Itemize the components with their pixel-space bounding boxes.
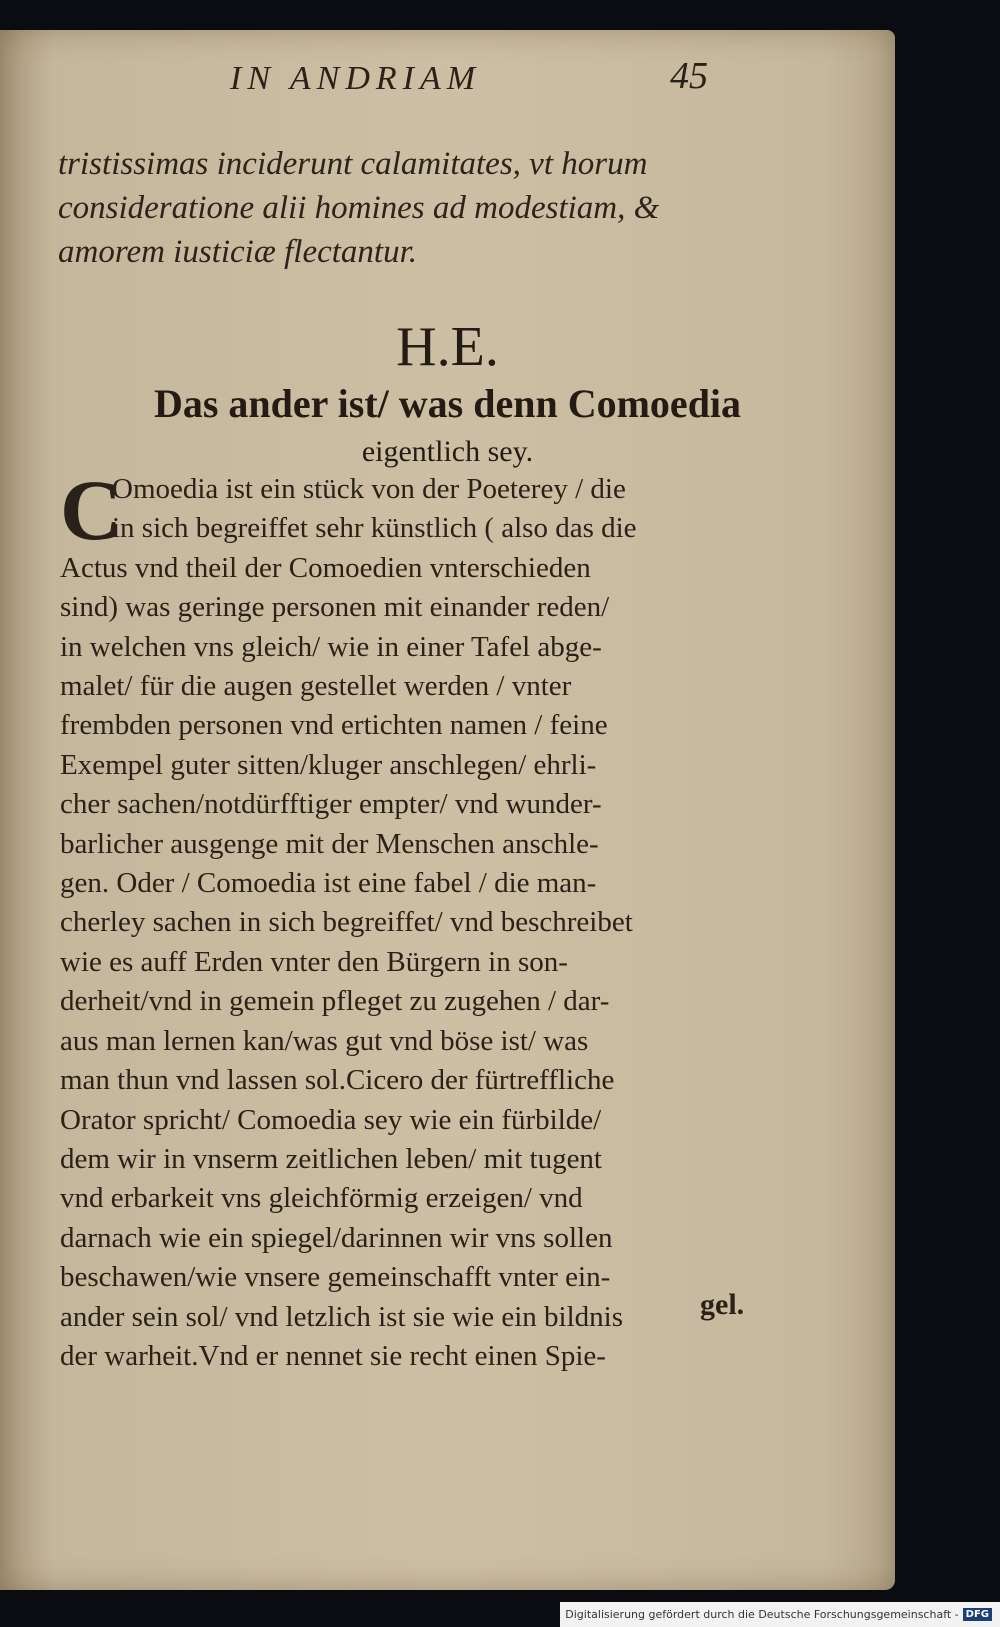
body-line: sind) was geringe personen mit einander reden/ [60, 591, 610, 624]
digitization-footer [560, 1602, 1000, 1627]
body-line: in sich begreiffet sehr künstlich ( also das die [112, 512, 637, 545]
body-line: cherley sachen in sich begreiffet/ vnd beschreibet [60, 906, 633, 939]
page-number: 45 [670, 55, 708, 97]
body-line: cher sachen/notdürfftiger empter/ vnd wunder- [60, 788, 602, 821]
footer-credit: Digitalisierung gefördert durch die Deutsche Forschungsgemeinschaft - [565, 1608, 959, 1621]
body-line: gen. Oder / Comoedia ist eine fabel / die man- [60, 867, 597, 900]
body-line: Omoedia ist ein stück von der Poeterey / die [112, 473, 626, 505]
body-line: dem wir in vnserm zeitlichen leben/ mit tugent [60, 1142, 602, 1175]
latin-paragraph [58, 142, 778, 274]
body-line: in welchen vns gleich/ wie in einer Tafel abge- [60, 630, 602, 663]
body-line: beschawen/wie vnsere gemeinschafft vnter ein- [60, 1261, 611, 1294]
body-line: frembden personen vnd ertichten namen / feine [60, 709, 608, 742]
body-line: Actus vnd theil der Comoedien vnterschieden [60, 551, 591, 584]
body-line: derheit/vnd in gemein pfleget zu zugehen / dar- [60, 985, 610, 1018]
running-head: IN ANDRIAM [230, 60, 482, 97]
body-line: Exempel guter sitten/kluger anschlegen/ ehrli- [60, 748, 597, 781]
body-line: ander sein sol/ vnd letzlich ist sie wie ein bildnis [60, 1300, 623, 1333]
body-line: man thun vnd lassen sol.Cicero der fürtreffliche [60, 1064, 615, 1097]
latin-line: consideratione alii homines ad modestiam, & [58, 190, 660, 226]
dfg-logo-icon: DFG [963, 1608, 992, 1621]
section-mark: H.E. [396, 316, 499, 378]
body-paragraph [60, 462, 760, 1376]
body-line: malet/ für die augen gestellet werden / vnter [60, 670, 572, 703]
body-line: vnd erbarkeit vns gleichförmig erzeigen/ vnd [60, 1182, 583, 1215]
body-line: Orator spricht/ Comoedia sey wie ein fürbilde/ [60, 1103, 602, 1136]
drop-initial: C [60, 462, 123, 558]
body-line: barlicher ausgenge mit der Menschen anschle- [60, 827, 599, 860]
body-line: darnach wie ein spiegel/darinnen wir vns sollen [60, 1221, 613, 1254]
heading-line-2: eigentlich sey. [361, 435, 534, 468]
body-line: aus man lernen kan/was gut vnd böse ist/ was [60, 1024, 589, 1057]
body-line: der warheit.Vnd er nennet sie recht einen Spie- [60, 1339, 606, 1372]
heading-line-1: Das ander ist/ was denn Comoedia [153, 381, 742, 426]
chapter-heading [0, 378, 895, 474]
catchword: gel. [700, 1288, 745, 1321]
body-line: wie es auff Erden vnter den Bürgern in son- [60, 945, 568, 978]
latin-line: amorem iusticiæ flectantur. [58, 234, 418, 270]
book-page [0, 30, 895, 1590]
latin-line: tristissimas inciderunt calamitates, vt horum [58, 146, 648, 182]
